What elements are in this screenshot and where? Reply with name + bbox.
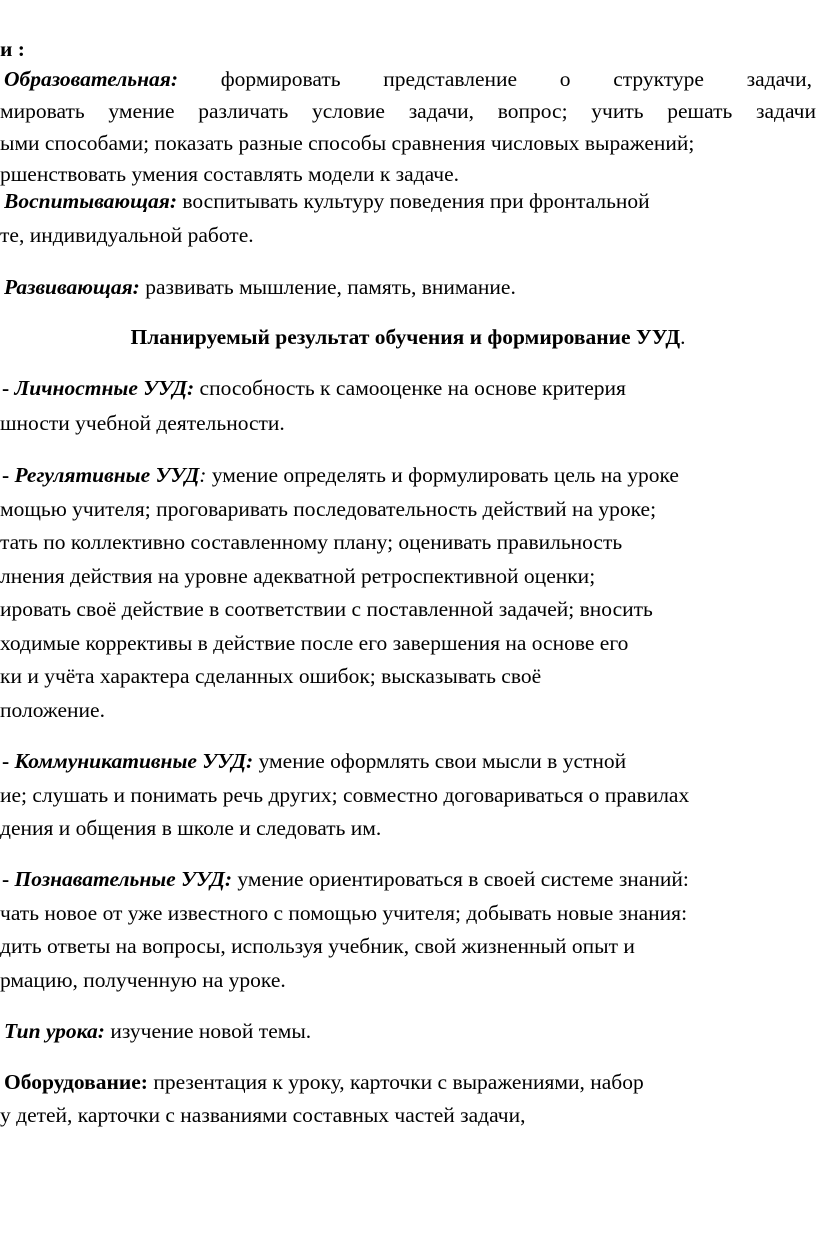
cognitive-uud-line-1: - Познавательные УУД: умение ориентироваться в своей системе знаний: xyxy=(2,867,689,891)
regulatory-uud-line-2: мощью учителя; проговаривать последовательность действий на уроке; xyxy=(0,497,657,521)
goal-educational-line-3: ыми способами; показать разные способы сравнения числовых выражений; xyxy=(0,131,695,155)
goal-developing-line: Развивающая: развивать мышление, память, внимание. xyxy=(4,275,516,299)
communicative-uud-line-2: ие; слушать и понимать речь других; совместно договариваться о правилах xyxy=(0,783,690,807)
goal-educational-line-2: мировать умение различать условие задачи, вопрос; учить решать задачи xyxy=(0,99,816,123)
goal-upbringing-line-2: те, индивидуальной работе. xyxy=(0,223,254,247)
personal-uud-line-2: шности учебной деятельности. xyxy=(0,411,285,435)
goal-educational-line-4: ршенствовать умения составлять модели к задаче. xyxy=(0,162,460,186)
lesson-type-line: Тип урока: изучение новой темы. xyxy=(4,1019,312,1043)
communicative-uud-line-3: дения и общения в школе и следовать им. xyxy=(0,816,382,840)
cognitive-uud-line-3: дить ответы на вопросы, используя учебник, свой жизненный опыт и xyxy=(0,934,635,958)
regulatory-uud-line-1: - Регулятивные УУД: умение определять и формулировать цель на уроке xyxy=(2,463,679,487)
cognitive-uud-line-2: чать новое от уже известного с помощью учителя; добывать новые знания: xyxy=(0,901,688,925)
planned-results-heading: Планируемый результат обучения и формирование УУД. xyxy=(130,325,686,349)
goal-upbringing-line-1: Воспитывающая: воспитывать культуру поведения при фронтальной xyxy=(4,189,650,213)
goals-heading: и : xyxy=(0,37,25,61)
regulatory-uud-line-3: тать по коллективно составленному плану; оценивать правильность xyxy=(0,530,623,554)
regulatory-uud-line-4: лнения действия на уровне адекватной ретроспективной оценки; xyxy=(0,564,596,588)
cognitive-uud-line-4: рмацию, полученную на уроке. xyxy=(0,968,286,992)
regulatory-uud-line-5: ировать своё действие в соответствии с поставленной задачей; вносить xyxy=(0,597,653,621)
regulatory-uud-line-6: ходимые коррективы в действие после его завершения на основе его xyxy=(0,631,629,655)
regulatory-uud-line-7: ки и учёта характера сделанных ошибок; высказывать своё xyxy=(0,664,542,688)
communicative-uud-line-1: - Коммуникативные УУД: умение оформлять свои мысли в устной xyxy=(2,749,627,773)
regulatory-uud-line-8: положение. xyxy=(0,698,105,722)
personal-uud-line-1: - Личностные УУД: способность к самооценке на основе критерия xyxy=(2,376,626,400)
goal-educational-line-1: Образовательная: формировать представление о структуре задачи, xyxy=(4,67,812,91)
equipment-line-2: у детей, карточки с названиями составных частей задачи, xyxy=(0,1103,526,1127)
equipment-line-1: Оборудование: презентация к уроку, карточки с выражениями, набор xyxy=(4,1070,644,1094)
